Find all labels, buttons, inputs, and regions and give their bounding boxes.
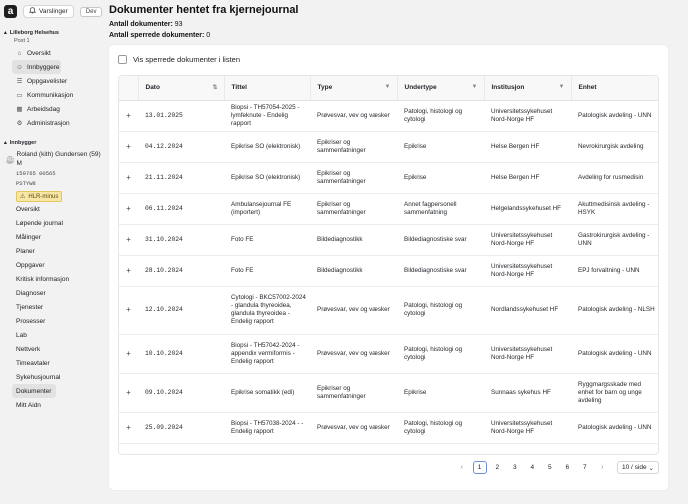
sidebar xyxy=(0,0,103,504)
column-header-type[interactable]: Type ▼ xyxy=(310,76,397,100)
cell-unit: Patologisk avdeling - UNN xyxy=(571,334,659,373)
org-name: Lilleborg Helsehus xyxy=(9,30,59,36)
chevron-up-icon: ▴ xyxy=(4,140,7,146)
cell-title[interactable]: Foto FE xyxy=(224,224,310,255)
cell-institution: Helse Bergen HF xyxy=(484,162,571,193)
org-section-header[interactable] xyxy=(4,30,59,36)
expand-row-icon[interactable]: + xyxy=(119,255,138,286)
expand-row-icon[interactable]: + xyxy=(119,286,138,334)
cell-subtype: Epikrise xyxy=(397,373,484,412)
app-logo[interactable]: a xyxy=(4,5,17,18)
sidebar-item-innbyggere[interactable]: ☺ Innbyggere xyxy=(12,60,61,74)
org-sub: Post 1 xyxy=(14,38,30,44)
column-header-undertype[interactable]: Undertype ▼ xyxy=(397,76,484,100)
cell-title[interactable]: Biopsi - TH57038-2024 - - Endelig rapport xyxy=(224,412,310,443)
sidebar-item-oppgaver[interactable]: Oppgaver xyxy=(16,261,45,269)
cell-date: 31.10.2024 xyxy=(138,224,224,255)
cell-subtype: Epikrise xyxy=(397,162,484,193)
filter-icon[interactable]: ▼ xyxy=(384,84,391,90)
cell-subtype: Patologi, histologi og cytologi xyxy=(397,412,484,443)
cell-type: Epikriser og sammenfatninger xyxy=(310,131,397,162)
sidebar-item-diagnoser[interactable]: Diagnoser xyxy=(16,289,46,297)
sidebar-item-lab[interactable]: Lab xyxy=(16,331,27,339)
cell-unit: Patologisk avdeling - NLSH xyxy=(571,286,659,334)
sidebar-item-sykehusjournal[interactable]: Sykehusjournal xyxy=(16,373,61,381)
documents-table xyxy=(118,75,659,455)
sidebar-item-mitt-aidn[interactable]: Mitt Aidn xyxy=(16,401,41,409)
cell-date: 21.11.2024 xyxy=(138,162,224,193)
cell-type: Epikriser og sammenfatninger xyxy=(310,162,397,193)
patient-name[interactable]: Roland (kith) Gundersen (59) M xyxy=(16,151,101,167)
page-button-1[interactable]: 1 xyxy=(473,461,487,474)
cell-type: Prøvesvar, vev og væsker xyxy=(310,100,397,131)
sidebar-item-arbeidsdag[interactable]: ▦ Arbeidsdag xyxy=(16,105,60,113)
cell-date: 06.11.2024 xyxy=(138,193,224,224)
cell-title[interactable]: Biopsi - TH57054-2025 - lymfeknute - Endelig rapport xyxy=(224,100,310,131)
page-title: Dokumenter hentet fra kjernejournal xyxy=(109,4,299,16)
column-header-tittel[interactable]: Tittel xyxy=(224,76,310,100)
cell-title[interactable]: Ambulansejournal FE (importert) xyxy=(224,193,310,224)
sidebar-item-oversikt[interactable]: ⌂ Oversikt xyxy=(17,49,51,57)
citizen-section-label: Innbygger xyxy=(9,140,37,146)
show-blocked-label: Vis sperrede dokumenter i listen xyxy=(133,55,240,64)
table-row[interactable] xyxy=(119,412,659,443)
document-count: Antall dokumenter: 93 xyxy=(109,21,183,28)
list-icon: ☰ xyxy=(16,77,23,85)
cell-subtype: Patologi, histologi og cytologi xyxy=(397,100,484,131)
cell-institution: Universitetssykehuset Nord-Norge HF xyxy=(484,334,571,373)
cell-type: Prøvesvar, vev og væsker xyxy=(310,334,397,373)
cell-unit: Avdeling for rusmedisin xyxy=(571,162,659,193)
cell-subtype: Bildediagnostiske svar xyxy=(397,255,484,286)
cell-unit: Patologisk avdeling - UNN xyxy=(571,412,659,443)
sidebar-item-kritisk-informasjon[interactable]: Kritisk informasjon xyxy=(16,275,70,283)
show-blocked-toggle[interactable] xyxy=(118,55,240,64)
cell-date: 09.10.2024 xyxy=(138,373,224,412)
page-button-5[interactable]: 5 xyxy=(547,464,552,471)
main-content xyxy=(109,0,688,504)
citizen-nav xyxy=(12,202,102,412)
table-row[interactable] xyxy=(119,100,659,131)
patient-card xyxy=(6,151,102,202)
cell-date: 10.10.2024 xyxy=(138,334,224,373)
table-row[interactable] xyxy=(119,193,659,224)
sidebar-item-planer[interactable]: Planer xyxy=(16,247,35,255)
cell-date: 13.01.2025 xyxy=(138,100,224,131)
cell-institution: Universitetssykehuset Nord-Norge HF xyxy=(484,255,571,286)
sidebar-item-oversikt-citizen[interactable]: Oversikt xyxy=(16,205,40,213)
cell-type: Epikriser og sammenfatninger xyxy=(310,373,397,412)
sidebar-item-nettverk[interactable]: Nettverk xyxy=(16,345,41,353)
page-button-7[interactable]: 7 xyxy=(582,464,587,471)
cell-unit: Patologisk avdeling - UNN xyxy=(571,100,659,131)
table-row[interactable] xyxy=(119,162,659,193)
patient-id-number: 150765 00565 xyxy=(16,170,56,177)
page-button-6[interactable]: 6 xyxy=(565,464,570,471)
hlr-badge: ⚠ HLR-minus xyxy=(16,191,62,202)
cell-title[interactable]: Biopsi - TH57042-2024 - appendix vermiformis - Endelig rapport xyxy=(224,334,310,373)
pagination xyxy=(453,461,659,474)
sidebar-item-dokumenter[interactable]: Dokumenter xyxy=(12,384,56,398)
page-button-2[interactable]: 2 xyxy=(495,464,500,471)
cell-type: Epikriser og sammenfatninger xyxy=(310,193,397,224)
cell-date: 28.10.2024 xyxy=(138,255,224,286)
cell-date: 04.12.2024 xyxy=(138,131,224,162)
filter-icon[interactable]: ▼ xyxy=(558,84,565,90)
cell-institution: Sunnaas sykehus HF xyxy=(484,373,571,412)
cell-subtype: Patologi, histologi og cytologi xyxy=(397,286,484,334)
expand-column-header xyxy=(119,76,138,100)
cell-institution: Universitetssykehuset Nord-Norge HF xyxy=(484,100,571,131)
cell-institution: Nordlandssykehuset HF xyxy=(484,286,571,334)
table-row[interactable] xyxy=(119,334,659,373)
notifications-button[interactable] xyxy=(23,5,74,18)
sidebar-item-kommunikasjon[interactable]: ▭ Kommunikasjon xyxy=(16,91,74,99)
table-row[interactable] xyxy=(119,286,659,334)
chat-icon: ▭ xyxy=(16,91,23,99)
cell-institution: Universitetssykehuset Nord-Norge HF xyxy=(484,224,571,255)
documents-card xyxy=(109,45,668,490)
cell-institution: Universitetssykehuset Nord-Norge HF xyxy=(484,412,571,443)
filter-icon[interactable]: ▼ xyxy=(471,84,478,90)
cell-title[interactable]: Epikrise SO (elektronisk) xyxy=(224,162,310,193)
table-row[interactable] xyxy=(119,224,659,255)
patient-id-code: PSTYW8 xyxy=(16,180,36,187)
cell-institution: Helse Bergen HF xyxy=(484,131,571,162)
column-header-enhet[interactable]: Enhet xyxy=(571,76,659,100)
org-nav xyxy=(12,46,102,130)
table-row[interactable] xyxy=(119,373,659,412)
sidebar-item-oppgavelister[interactable]: ☰ Oppgavelister xyxy=(16,77,68,85)
cell-unit: EPJ forvaltning - UNN xyxy=(571,255,659,286)
page-size-select[interactable]: 10 / side ⌄ xyxy=(617,461,659,474)
column-header-dato[interactable]: Dato ⇅ xyxy=(138,76,224,100)
table-row[interactable] xyxy=(119,131,659,162)
home-icon: ⌂ xyxy=(17,49,22,57)
cell-subtype: Epikrise xyxy=(397,131,484,162)
prev-page-button[interactable]: ‹ xyxy=(460,464,463,471)
sidebar-item-administrasjon[interactable]: ⚙ Administrasjon xyxy=(16,119,70,127)
chevron-down-icon: ⌄ xyxy=(648,464,654,472)
admin-icon: ⚙ xyxy=(16,119,23,127)
next-page-button[interactable]: › xyxy=(601,464,604,471)
cell-unit: Ryggmargsskade med enhet for barn og unge avdeling xyxy=(571,373,659,412)
cell-type: Prøvesvar, vev og væsker xyxy=(310,286,397,334)
env-badge: Dev xyxy=(80,7,103,17)
cell-subtype: Annet fagpersonell sammenfatning xyxy=(397,193,484,224)
blocked-document-count: Antall sperrede dokumenter: 0 xyxy=(109,32,211,39)
expand-row-icon[interactable]: + xyxy=(119,412,138,443)
chevron-up-icon: ▴ xyxy=(4,30,7,36)
expand-row-icon[interactable]: + xyxy=(119,224,138,255)
column-header-institusjon[interactable]: Institusjon ▼ xyxy=(484,76,571,100)
expand-row-icon[interactable]: + xyxy=(119,131,138,162)
cell-title[interactable]: Epikrise SO (elektronisk) xyxy=(224,131,310,162)
cell-type: Bildediagnostikk xyxy=(310,224,397,255)
citizen-section-header[interactable] xyxy=(4,140,36,146)
cell-title[interactable]: Foto FE xyxy=(224,255,310,286)
sidebar-item-malinger[interactable]: Målinger xyxy=(16,233,41,241)
cell-institution: Helgelandssykehuset HF xyxy=(484,193,571,224)
cell-date: 25.09.2024 xyxy=(138,412,224,443)
cell-type: Prøvesvar, vev og væsker xyxy=(310,412,397,443)
cell-title[interactable]: Cytologi - BKC57002-2024 - glandula thyreoidea, glandula thyreoidea - Endelig rapport xyxy=(224,286,310,334)
warning-icon: ⚠ xyxy=(20,194,26,200)
avatar: RG xyxy=(6,156,14,163)
expand-row-icon[interactable]: + xyxy=(119,162,138,193)
cell-type: Bildediagnostikk xyxy=(310,255,397,286)
cell-subtype: Bildediagnostiske svar xyxy=(397,224,484,255)
table-row[interactable] xyxy=(119,255,659,286)
cell-unit: Nevrokirurgisk avdeling xyxy=(571,131,659,162)
bell-icon xyxy=(29,7,36,16)
sort-icon[interactable]: ⇅ xyxy=(212,85,218,91)
expand-row-icon[interactable]: + xyxy=(119,373,138,412)
calendar-icon: ▦ xyxy=(16,105,23,113)
expand-row-icon[interactable]: + xyxy=(119,193,138,224)
expand-row-icon[interactable]: + xyxy=(119,334,138,373)
top-bar xyxy=(4,5,102,18)
table-header-row xyxy=(119,76,659,100)
sidebar-item-timeavtaler[interactable]: Timeavtaler xyxy=(16,359,50,367)
cell-title[interactable]: Epikrise somatikk (edi) xyxy=(224,373,310,412)
sidebar-item-prosesser[interactable]: Prosesser xyxy=(16,317,46,325)
sidebar-item-lopende-journal[interactable]: Løpende journal xyxy=(16,219,63,227)
page-button-3[interactable]: 3 xyxy=(512,464,517,471)
sidebar-item-tjenester[interactable]: Tjenester xyxy=(16,303,44,311)
cell-subtype: Patologi, histologi og cytologi xyxy=(397,334,484,373)
cell-unit: Gastrokirurgisk avdeling - UNN xyxy=(571,224,659,255)
cell-unit: Akuttmedisinsk avdeling - HSYK xyxy=(571,193,659,224)
expand-row-icon[interactable]: + xyxy=(119,100,138,131)
users-icon: ☺ xyxy=(16,63,23,71)
notifications-label: Varslinger xyxy=(39,8,68,15)
show-blocked-checkbox[interactable] xyxy=(118,55,127,64)
page-button-4[interactable]: 4 xyxy=(530,464,535,471)
cell-date: 12.10.2024 xyxy=(138,286,224,334)
